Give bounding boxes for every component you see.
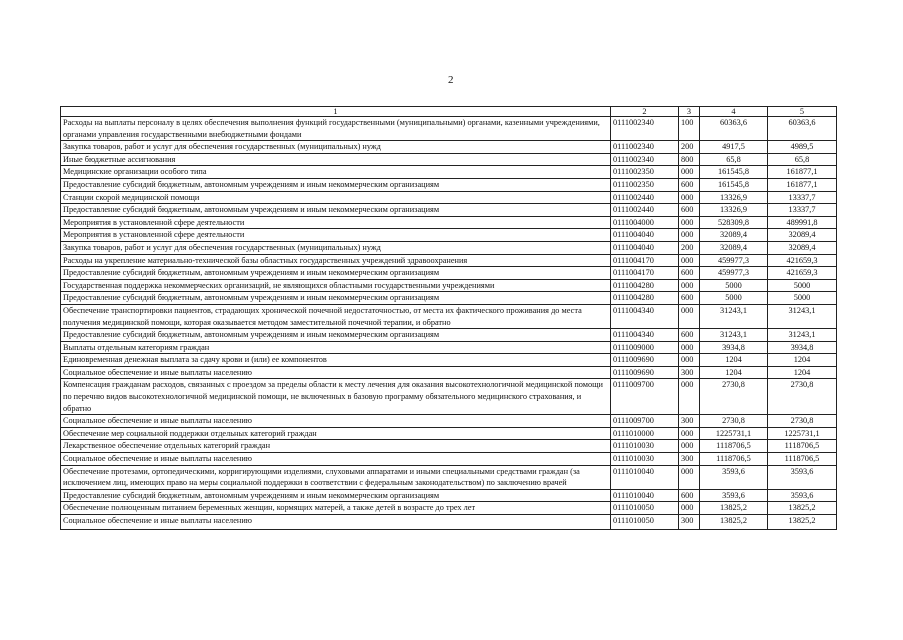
page-number: 2 xyxy=(448,74,454,86)
table-row xyxy=(61,153,837,166)
row-name: Социальное обеспечение и иные выплаты населению xyxy=(61,453,611,466)
table-row xyxy=(61,241,837,254)
row-value-2: 5000 xyxy=(768,279,837,292)
row-value-2: 32089,4 xyxy=(768,229,837,242)
table-row xyxy=(61,216,837,229)
row-value-2: 3593,6 xyxy=(768,489,837,502)
table-row xyxy=(61,254,837,267)
row-expense-type: 000 xyxy=(679,379,700,415)
row-expense-type: 200 xyxy=(679,241,700,254)
budget-table xyxy=(60,106,837,530)
table-row xyxy=(61,229,837,242)
row-name: Закупка товаров, работ и услуг для обеспечения государственных (муниципальных) нужд xyxy=(61,141,611,154)
row-value-2: 13825,2 xyxy=(768,515,837,530)
row-expense-type: 600 xyxy=(679,489,700,502)
column-header: 1 xyxy=(61,107,611,117)
table-row xyxy=(61,453,837,466)
row-expense-type: 000 xyxy=(679,191,700,204)
row-name: Иные бюджетные ассигнования xyxy=(61,153,611,166)
row-code: 0111010040 xyxy=(611,489,679,502)
row-name: Расходы на укрепление материально-технической базы областных государственных учреждений здравоохранения xyxy=(61,254,611,267)
row-expense-type: 000 xyxy=(679,341,700,354)
row-value-1: 31243,1 xyxy=(700,329,768,342)
row-value-1: 4917,5 xyxy=(700,141,768,154)
row-code: 0111004340 xyxy=(611,304,679,328)
budget-table-body xyxy=(61,107,837,530)
row-code: 0111009690 xyxy=(611,366,679,379)
row-value-2: 421659,3 xyxy=(768,254,837,267)
row-value-2: 2730,8 xyxy=(768,415,837,428)
row-name: Социальное обеспечение и иные выплаты населению xyxy=(61,515,611,530)
row-expense-type: 000 xyxy=(679,354,700,367)
row-code: 0111009700 xyxy=(611,379,679,415)
row-code: 0111004040 xyxy=(611,241,679,254)
table-row xyxy=(61,366,837,379)
row-value-2: 32089,4 xyxy=(768,241,837,254)
row-expense-type: 200 xyxy=(679,141,700,154)
column-header: 3 xyxy=(679,107,700,117)
table-row xyxy=(61,502,837,515)
column-header: 4 xyxy=(700,107,768,117)
row-value-1: 161545,8 xyxy=(700,166,768,179)
row-expense-type: 300 xyxy=(679,366,700,379)
table-row xyxy=(61,141,837,154)
row-name: Предоставление субсидий бюджетным, автономным учреждениям и иным некоммерческим организациям xyxy=(61,204,611,217)
row-name: Государственная поддержка некоммерческих организаций, не являющихся областными государственными учреждениями xyxy=(61,279,611,292)
row-code: 0111004000 xyxy=(611,216,679,229)
row-name: Станции скорой медицинской помощи xyxy=(61,191,611,204)
table-row xyxy=(61,304,837,328)
table-row xyxy=(61,204,837,217)
row-expense-type: 600 xyxy=(679,178,700,191)
row-value-2: 1118706,5 xyxy=(768,453,837,466)
row-value-2: 31243,1 xyxy=(768,329,837,342)
table-row xyxy=(61,166,837,179)
column-header: 2 xyxy=(611,107,679,117)
row-value-1: 60363,6 xyxy=(700,117,768,141)
row-value-2: 13337,7 xyxy=(768,191,837,204)
row-name: Обеспечение мер социальной поддержки отдельных категорий граждан xyxy=(61,427,611,440)
row-code: 0111004280 xyxy=(611,279,679,292)
row-value-1: 1225731,1 xyxy=(700,427,768,440)
row-value-2: 31243,1 xyxy=(768,304,837,328)
row-code: 0111002440 xyxy=(611,204,679,217)
row-value-2: 1118706,5 xyxy=(768,440,837,453)
table-row xyxy=(61,267,837,280)
table-row xyxy=(61,292,837,305)
row-value-1: 459977,3 xyxy=(700,267,768,280)
row-value-2: 13337,7 xyxy=(768,204,837,217)
row-value-1: 13825,2 xyxy=(700,502,768,515)
row-code: 0111002340 xyxy=(611,153,679,166)
row-expense-type: 000 xyxy=(679,229,700,242)
row-code: 0111002350 xyxy=(611,166,679,179)
row-value-1: 13326,9 xyxy=(700,204,768,217)
row-value-2: 13825,2 xyxy=(768,502,837,515)
table-row xyxy=(61,489,837,502)
row-code: 0111004170 xyxy=(611,267,679,280)
row-expense-type: 000 xyxy=(679,216,700,229)
row-name: Расходы на выплаты персоналу в целях обеспечения выполнения функций государственными (муниципальными) органами, казенными учреждениями, органами управления государственными внебюджетными фондами xyxy=(61,117,611,141)
row-code: 0111002440 xyxy=(611,191,679,204)
row-expense-type: 600 xyxy=(679,329,700,342)
table-row xyxy=(61,178,837,191)
row-name: Лекарственное обеспечение отдельных категорий граждан xyxy=(61,440,611,453)
table-row xyxy=(61,279,837,292)
row-expense-type: 000 xyxy=(679,279,700,292)
row-value-2: 161877,1 xyxy=(768,178,837,191)
row-value-1: 161545,8 xyxy=(700,178,768,191)
row-name: Предоставление субсидий бюджетным, автономным учреждениям и иным некоммерческим организациям xyxy=(61,267,611,280)
row-expense-type: 000 xyxy=(679,440,700,453)
row-expense-type: 000 xyxy=(679,304,700,328)
row-name: Предоставление субсидий бюджетным, автономным учреждениям и иным некоммерческим организациям xyxy=(61,329,611,342)
row-expense-type: 000 xyxy=(679,465,700,489)
row-name: Предоставление субсидий бюджетным, автономным учреждениям и иным некоммерческим организациям xyxy=(61,178,611,191)
row-value-1: 1118706,5 xyxy=(700,440,768,453)
row-expense-type: 000 xyxy=(679,254,700,267)
row-value-1: 1118706,5 xyxy=(700,453,768,466)
table-header-row xyxy=(61,107,837,117)
table-row xyxy=(61,465,837,489)
row-code: 0111004040 xyxy=(611,229,679,242)
row-value-2: 4989,5 xyxy=(768,141,837,154)
row-code: 0111009700 xyxy=(611,415,679,428)
row-value-1: 3593,6 xyxy=(700,489,768,502)
row-name: Обеспечение протезами, ортопедическими, корригирующими изделиями, слуховыми аппаратами и иными специальными средствами граждан (за исключением лиц, имеющих право на меры социальной поддержки в соответствии с федеральным законодательством) по заключению врачей xyxy=(61,465,611,489)
row-expense-type: 800 xyxy=(679,153,700,166)
table-row xyxy=(61,354,837,367)
row-code: 0111010030 xyxy=(611,440,679,453)
row-name: Социальное обеспечение и иные выплаты населению xyxy=(61,415,611,428)
row-value-2: 65,8 xyxy=(768,153,837,166)
row-name: Выплаты отдельным категориям граждан xyxy=(61,341,611,354)
row-expense-type: 600 xyxy=(679,204,700,217)
row-value-1: 2730,8 xyxy=(700,415,768,428)
row-value-1: 528309,8 xyxy=(700,216,768,229)
row-code: 0111004280 xyxy=(611,292,679,305)
column-header: 5 xyxy=(768,107,837,117)
row-name: Медицинские организации особого типа xyxy=(61,166,611,179)
row-value-1: 2730,8 xyxy=(700,379,768,415)
row-value-2: 161877,1 xyxy=(768,166,837,179)
row-value-1: 13825,2 xyxy=(700,515,768,530)
row-value-2: 60363,6 xyxy=(768,117,837,141)
row-value-2: 3934,8 xyxy=(768,341,837,354)
row-code: 0111002350 xyxy=(611,178,679,191)
row-value-1: 32089,4 xyxy=(700,241,768,254)
row-code: 0111010050 xyxy=(611,502,679,515)
row-expense-type: 600 xyxy=(679,267,700,280)
row-name: Мероприятия в установленной сфере деятельности xyxy=(61,216,611,229)
table-row xyxy=(61,379,837,415)
row-expense-type: 000 xyxy=(679,166,700,179)
row-expense-type: 300 xyxy=(679,453,700,466)
row-expense-type: 000 xyxy=(679,502,700,515)
row-value-2: 5000 xyxy=(768,292,837,305)
row-value-2: 421659,3 xyxy=(768,267,837,280)
row-name: Обеспечение транспортировки пациентов, страдающих хронической почечной недостаточностью, от места их фактического проживания до места получения медицинской помощи, которая оказывается методом заместительной почечной терапии, и обратно xyxy=(61,304,611,328)
row-value-2: 1204 xyxy=(768,366,837,379)
row-value-1: 3934,8 xyxy=(700,341,768,354)
row-code: 0111009000 xyxy=(611,341,679,354)
row-value-1: 1204 xyxy=(700,354,768,367)
row-name: Обеспечение полноценным питанием беременных женщин, кормящих матерей, а также детей в возрасте до трех лет xyxy=(61,502,611,515)
row-name: Социальное обеспечение и иные выплаты населению xyxy=(61,366,611,379)
table-row xyxy=(61,415,837,428)
row-code: 0111010030 xyxy=(611,453,679,466)
row-value-2: 2730,8 xyxy=(768,379,837,415)
row-code: 0111010050 xyxy=(611,515,679,530)
row-value-2: 1225731,1 xyxy=(768,427,837,440)
table-row xyxy=(61,515,837,530)
row-code: 0111010000 xyxy=(611,427,679,440)
row-expense-type: 300 xyxy=(679,515,700,530)
row-value-1: 5000 xyxy=(700,292,768,305)
row-name: Предоставление субсидий бюджетным, автономным учреждениям и иным некоммерческим организациям xyxy=(61,292,611,305)
row-code: 0111002340 xyxy=(611,117,679,141)
row-value-1: 32089,4 xyxy=(700,229,768,242)
row-value-2: 1204 xyxy=(768,354,837,367)
row-code: 0111004170 xyxy=(611,254,679,267)
table-row xyxy=(61,440,837,453)
row-expense-type: 100 xyxy=(679,117,700,141)
table-row xyxy=(61,191,837,204)
row-name: Компенсация гражданам расходов, связанных с проездом за пределы области к месту лечения для оказания высокотехнологичной медицинской помощи по перечню видов высокотехнологичной медицинской помощи, не включенных в базовую программу обязательного медицинского страхования, и обратно xyxy=(61,379,611,415)
row-name: Закупка товаров, работ и услуг для обеспечения государственных (муниципальных) нужд xyxy=(61,241,611,254)
row-expense-type: 300 xyxy=(679,415,700,428)
row-code: 0111010040 xyxy=(611,465,679,489)
row-value-1: 65,8 xyxy=(700,153,768,166)
row-name: Предоставление субсидий бюджетным, автономным учреждениям и иным некоммерческим организациям xyxy=(61,489,611,502)
table-row xyxy=(61,117,837,141)
row-name: Единовременная денежная выплата за сдачу крови и (или) ее компонентов xyxy=(61,354,611,367)
table-row xyxy=(61,427,837,440)
row-value-1: 3593,6 xyxy=(700,465,768,489)
row-value-1: 5000 xyxy=(700,279,768,292)
row-expense-type: 600 xyxy=(679,292,700,305)
row-name: Мероприятия в установленной сфере деятельности xyxy=(61,229,611,242)
table-row xyxy=(61,341,837,354)
row-expense-type: 000 xyxy=(679,427,700,440)
row-value-1: 459977,3 xyxy=(700,254,768,267)
row-code: 0111009690 xyxy=(611,354,679,367)
row-value-1: 13326,9 xyxy=(700,191,768,204)
table-row xyxy=(61,329,837,342)
row-value-2: 489991,8 xyxy=(768,216,837,229)
row-code: 0111004340 xyxy=(611,329,679,342)
row-code: 0111002340 xyxy=(611,141,679,154)
row-value-1: 31243,1 xyxy=(700,304,768,328)
row-value-2: 3593,6 xyxy=(768,465,837,489)
row-value-1: 1204 xyxy=(700,366,768,379)
